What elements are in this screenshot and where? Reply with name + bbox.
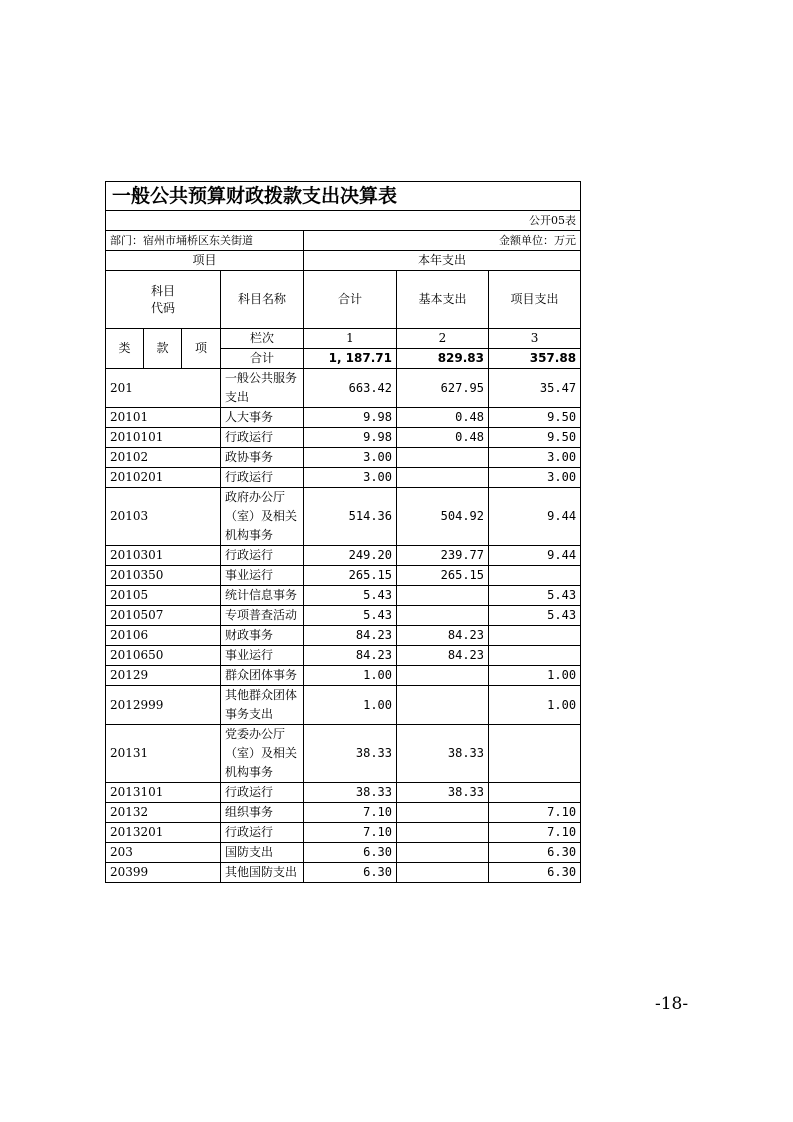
- header-subject-code: 科目 代码: [106, 271, 221, 329]
- row-code: 20132: [106, 803, 221, 823]
- row-name: 政协事务: [221, 448, 304, 468]
- row-basic: 265.15: [397, 566, 489, 586]
- row-project: 3.00: [489, 448, 581, 468]
- row-code: 2012999: [106, 686, 221, 725]
- row-code: 20101: [106, 408, 221, 428]
- header-column-seq: 栏次: [221, 329, 304, 349]
- row-project: 7.10: [489, 823, 581, 843]
- table-row: [106, 369, 581, 408]
- row-code: 201: [106, 369, 221, 408]
- row-total: 84.23: [304, 626, 397, 646]
- budget-table: [105, 181, 581, 883]
- row-project: 5.43: [489, 586, 581, 606]
- row-basic: [397, 586, 489, 606]
- row-code: 2013101: [106, 783, 221, 803]
- department-label: 部门：宿州市埇桥区东关街道: [106, 231, 304, 251]
- table-row: [106, 626, 581, 646]
- row-basic: 84.23: [397, 646, 489, 666]
- row-basic: [397, 666, 489, 686]
- row-total: 6.30: [304, 843, 397, 863]
- row-basic: 38.33: [397, 725, 489, 783]
- header-lei: 类: [106, 329, 144, 369]
- page-number: -18-: [655, 994, 689, 1014]
- row-code: 203: [106, 843, 221, 863]
- row-basic: [397, 686, 489, 725]
- row-code: 2010350: [106, 566, 221, 586]
- row-total: 265.15: [304, 566, 397, 586]
- row-total: 3.00: [304, 448, 397, 468]
- row-code: 2010101: [106, 428, 221, 448]
- row-total: 9.98: [304, 428, 397, 448]
- row-project: 1.00: [489, 666, 581, 686]
- row-basic: [397, 468, 489, 488]
- row-basic: 0.48: [397, 408, 489, 428]
- row-name: 行政运行: [221, 783, 304, 803]
- row-name: 人大事务: [221, 408, 304, 428]
- row-basic: 239.77: [397, 546, 489, 566]
- row-name: 一般公共服务支出: [221, 369, 304, 408]
- row-basic: 84.23: [397, 626, 489, 646]
- table-row: [106, 546, 581, 566]
- table-row: [106, 725, 581, 783]
- row-basic: [397, 803, 489, 823]
- row-project: 9.50: [489, 428, 581, 448]
- row-name: 行政运行: [221, 546, 304, 566]
- row-total: 6.30: [304, 863, 397, 883]
- row-code: 20106: [106, 626, 221, 646]
- table-row: [106, 823, 581, 843]
- row-code: 20399: [106, 863, 221, 883]
- header-project-expense: 项目支出: [489, 271, 581, 329]
- row-basic: 0.48: [397, 428, 489, 448]
- row-project: 9.50: [489, 408, 581, 428]
- row-name: 群众团体事务: [221, 666, 304, 686]
- row-project: [489, 646, 581, 666]
- header-current-year: 本年支出: [304, 251, 581, 271]
- row-name: 财政事务: [221, 626, 304, 646]
- row-name: 专项普查活动: [221, 606, 304, 626]
- column-number-2: 2: [397, 329, 489, 349]
- header-basic: 基本支出: [397, 271, 489, 329]
- summary-total: 1, 187.71: [304, 349, 397, 369]
- row-name: 国防支出: [221, 843, 304, 863]
- header-subject-name: 科目名称: [221, 271, 304, 329]
- column-number-1: 1: [304, 329, 397, 349]
- row-project: [489, 626, 581, 646]
- table-row: [106, 863, 581, 883]
- row-name: 其他群众团体事务支出: [221, 686, 304, 725]
- header-project: 项目: [106, 251, 304, 271]
- row-project: 6.30: [489, 863, 581, 883]
- row-total: 249.20: [304, 546, 397, 566]
- row-name: 政府办公厅（室）及相关机构事务: [221, 488, 304, 546]
- table-row: [106, 783, 581, 803]
- row-code: 20105: [106, 586, 221, 606]
- row-code: 20103: [106, 488, 221, 546]
- table-row: [106, 428, 581, 448]
- row-code: 2013201: [106, 823, 221, 843]
- table-row: [106, 666, 581, 686]
- row-total: 38.33: [304, 783, 397, 803]
- row-code: 20131: [106, 725, 221, 783]
- row-basic: 627.95: [397, 369, 489, 408]
- row-code: 2010507: [106, 606, 221, 626]
- row-basic: [397, 863, 489, 883]
- row-name: 统计信息事务: [221, 586, 304, 606]
- table-title: 一般公共预算财政拨款支出决算表: [106, 182, 581, 211]
- data-rows: [106, 369, 581, 883]
- table-row: [106, 488, 581, 546]
- row-name: 行政运行: [221, 428, 304, 448]
- row-total: 38.33: [304, 725, 397, 783]
- table-row: [106, 566, 581, 586]
- row-name: 行政运行: [221, 823, 304, 843]
- row-total: 7.10: [304, 823, 397, 843]
- table-row: [106, 686, 581, 725]
- column-number-3: 3: [489, 329, 581, 349]
- row-basic: [397, 823, 489, 843]
- summary-project: 357.88: [489, 349, 581, 369]
- row-project: [489, 566, 581, 586]
- row-total: 9.98: [304, 408, 397, 428]
- row-name: 党委办公厅（室）及相关机构事务: [221, 725, 304, 783]
- row-code: 20102: [106, 448, 221, 468]
- row-basic: 504.92: [397, 488, 489, 546]
- row-name: 事业运行: [221, 566, 304, 586]
- row-project: [489, 725, 581, 783]
- row-total: 5.43: [304, 606, 397, 626]
- row-basic: [397, 843, 489, 863]
- header-kuan: 款: [144, 329, 182, 369]
- row-name: 事业运行: [221, 646, 304, 666]
- row-basic: [397, 448, 489, 468]
- row-total: 1.00: [304, 666, 397, 686]
- row-project: 9.44: [489, 488, 581, 546]
- row-code: 2010650: [106, 646, 221, 666]
- row-project: 3.00: [489, 468, 581, 488]
- row-code: 2010301: [106, 546, 221, 566]
- row-project: 7.10: [489, 803, 581, 823]
- row-basic: [397, 606, 489, 626]
- summary-label: 合计: [221, 349, 304, 369]
- row-code: 20129: [106, 666, 221, 686]
- table-row: [106, 468, 581, 488]
- row-total: 514.36: [304, 488, 397, 546]
- row-project: 1.00: [489, 686, 581, 725]
- row-total: 663.42: [304, 369, 397, 408]
- table-row: [106, 843, 581, 863]
- row-name: 行政运行: [221, 468, 304, 488]
- row-total: 7.10: [304, 803, 397, 823]
- summary-basic: 829.83: [397, 349, 489, 369]
- row-project: 35.47: [489, 369, 581, 408]
- table-row: [106, 646, 581, 666]
- row-code: 2010201: [106, 468, 221, 488]
- form-number: 公开05表: [106, 211, 581, 231]
- row-project: [489, 783, 581, 803]
- row-name: 其他国防支出: [221, 863, 304, 883]
- row-project: 5.43: [489, 606, 581, 626]
- table-row: [106, 803, 581, 823]
- unit-label: 金额单位：万元: [304, 231, 581, 251]
- table-row: [106, 408, 581, 428]
- header-xiang: 项: [182, 329, 221, 369]
- row-basic: 38.33: [397, 783, 489, 803]
- header-total: 合计: [304, 271, 397, 329]
- table-row: [106, 606, 581, 626]
- row-total: 5.43: [304, 586, 397, 606]
- row-total: 1.00: [304, 686, 397, 725]
- row-name: 组织事务: [221, 803, 304, 823]
- row-total: 84.23: [304, 646, 397, 666]
- table-row: [106, 586, 581, 606]
- row-total: 3.00: [304, 468, 397, 488]
- row-project: 9.44: [489, 546, 581, 566]
- table-row: [106, 448, 581, 468]
- row-project: 6.30: [489, 843, 581, 863]
